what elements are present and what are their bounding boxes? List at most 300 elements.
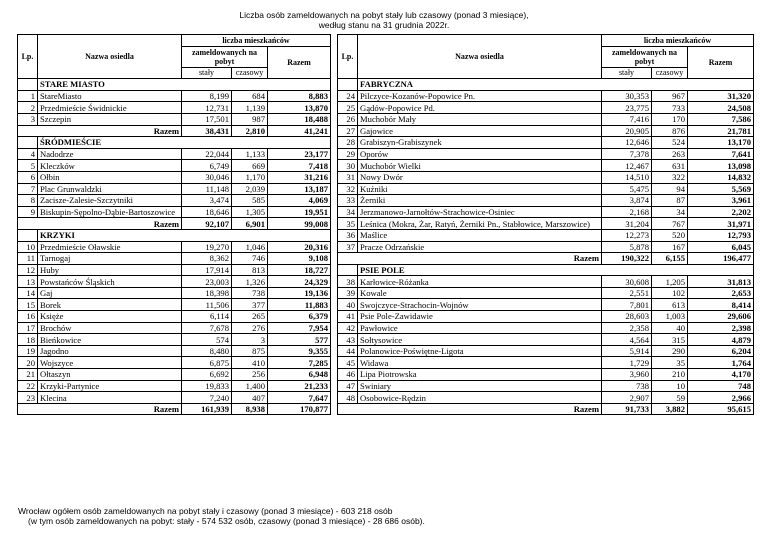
- lp-cell: 43: [338, 334, 358, 346]
- district-name-cell: Kleczków: [38, 160, 182, 172]
- table-row: [338, 345, 754, 357]
- temporary-cell: 684: [232, 90, 268, 102]
- temporary-cell: 170: [652, 113, 688, 125]
- section-header-row: [338, 79, 754, 91]
- lp-cell: [18, 79, 38, 91]
- temporary-cell: 410: [232, 357, 268, 369]
- total-cell: 23,177: [268, 148, 331, 160]
- total-cell: 13,187: [268, 183, 331, 195]
- total-cell: 1,764: [688, 357, 754, 369]
- permanent-cell: 6,749: [182, 160, 232, 172]
- section-label: STARE MIASTO: [38, 79, 331, 91]
- permanent-cell: 4,564: [602, 334, 652, 346]
- district-name-cell: Ołbin: [38, 171, 182, 183]
- section-label: PSIE POLE: [358, 264, 754, 276]
- district-name-cell: Gądów-Popowice Pd.: [358, 102, 602, 114]
- permanent-cell: 12,273: [602, 229, 652, 241]
- total-sum-cell: 95,615: [688, 403, 754, 415]
- district-name-cell: Sołtysowice: [358, 334, 602, 346]
- total-permanent-cell: 92,107: [182, 218, 232, 230]
- table-row: [338, 113, 754, 125]
- total-cell: 31,216: [268, 171, 331, 183]
- table-row: [338, 183, 754, 195]
- lp-cell: 2: [18, 102, 38, 114]
- permanent-cell: 3,960: [602, 369, 652, 381]
- table-row: [338, 380, 754, 392]
- temporary-cell: 263: [652, 148, 688, 160]
- section-header-row: [18, 229, 331, 241]
- district-name-cell: Kowale: [358, 287, 602, 299]
- permanent-cell: 3,474: [182, 195, 232, 207]
- section-header-row: [18, 79, 331, 91]
- district-name-cell: Nadodrze: [38, 148, 182, 160]
- total-row: [338, 403, 754, 415]
- temporary-cell: 875: [232, 345, 268, 357]
- permanent-cell: 2,551: [602, 287, 652, 299]
- district-name-cell: Tarnogaj: [38, 253, 182, 265]
- temporary-cell: 967: [652, 90, 688, 102]
- temporary-header: czasowy: [232, 67, 268, 79]
- total-cell: 24,508: [688, 102, 754, 114]
- district-name-cell: Przedmieście Świdnickie: [38, 102, 182, 114]
- table-row: [338, 195, 754, 207]
- permanent-cell: 7,240: [182, 392, 232, 404]
- total-cell: 31,971: [688, 218, 754, 230]
- table-row: [338, 334, 754, 346]
- total-row: [18, 403, 331, 415]
- total-permanent-cell: 161,939: [182, 403, 232, 415]
- temporary-cell: 524: [652, 137, 688, 149]
- name-header: Nazwa osiedla: [38, 35, 182, 79]
- table-row: [18, 392, 331, 404]
- total-cell: 13,170: [688, 137, 754, 149]
- table-row: [18, 113, 331, 125]
- permanent-cell: 28,603: [602, 311, 652, 323]
- table-row: [18, 148, 331, 160]
- total-cell: 7,954: [268, 322, 331, 334]
- lp-cell: 25: [338, 102, 358, 114]
- temporary-cell: 813: [232, 264, 268, 276]
- table-row: [338, 102, 754, 114]
- total-label: Razem: [18, 403, 182, 415]
- total-permanent-cell: 38,431: [182, 125, 232, 137]
- total-sum-cell: 196,477: [688, 253, 754, 265]
- district-name-cell: Wojszyce: [38, 357, 182, 369]
- temporary-cell: 738: [232, 287, 268, 299]
- total-cell: 13,098: [688, 160, 754, 172]
- total-cell: 3,961: [688, 195, 754, 207]
- temporary-cell: 1,400: [232, 380, 268, 392]
- right-table-header: [338, 35, 754, 79]
- lp-cell: 47: [338, 380, 358, 392]
- total-row: [338, 253, 754, 265]
- lp-cell: 29: [338, 148, 358, 160]
- permanent-cell: 11,506: [182, 299, 232, 311]
- total-cell: 13,870: [268, 102, 331, 114]
- footer-line-1: Wrocław ogółem osób zameldowanych na pobyt stały i czasowy (ponad 3 miesiące) - 603 218 osób: [18, 506, 393, 516]
- total-label: Razem: [18, 218, 182, 230]
- district-name-cell: Maślice: [358, 229, 602, 241]
- lp-cell: 14: [18, 287, 38, 299]
- total-cell: 21,781: [688, 125, 754, 137]
- table-row: [18, 241, 331, 253]
- permanent-cell: 7,801: [602, 299, 652, 311]
- district-name-cell: Pawłowice: [358, 322, 602, 334]
- total-cell: 21,233: [268, 380, 331, 392]
- footer-line-2: (w tym osób zameldowanych na pobyt: stały - 574 532 osób, czasowy (ponad 3 miesiące) - 28 686 osób).: [28, 516, 425, 526]
- total-cell: 31,813: [688, 276, 754, 288]
- district-name-cell: Huby: [38, 264, 182, 276]
- table-row: [338, 276, 754, 288]
- total-cell: 7,418: [268, 160, 331, 172]
- lp-cell: [338, 79, 358, 91]
- total-cell: 8,414: [688, 299, 754, 311]
- district-name-cell: Oporów: [358, 148, 602, 160]
- permanent-cell: 17,501: [182, 113, 232, 125]
- lp-cell: 3: [18, 113, 38, 125]
- lp-cell: [18, 229, 38, 241]
- lp-cell: 48: [338, 392, 358, 404]
- total-cell: 6,948: [268, 369, 331, 381]
- total-cell: 748: [688, 380, 754, 392]
- district-name-cell: Grabiszyn-Grabiszynek: [358, 137, 602, 149]
- lp-header: Lp.: [338, 35, 358, 79]
- total-cell: 4,170: [688, 369, 754, 381]
- district-name-cell: Biskupin-Sępolno-Dąbie-Bartoszowice: [38, 206, 182, 218]
- temporary-cell: 167: [652, 241, 688, 253]
- lp-cell: 4: [18, 148, 38, 160]
- district-name-cell: Plac Grunwaldzki: [38, 183, 182, 195]
- total-cell: 29,606: [688, 311, 754, 323]
- lp-cell: 5: [18, 160, 38, 172]
- name-header: Nazwa osiedla: [358, 35, 602, 79]
- lp-cell: 28: [338, 137, 358, 149]
- district-name-cell: Leśnica (Mokra, Żar, Ratyń, Żerniki Pn., Stabłowice, Marszowice): [358, 218, 602, 230]
- permanent-cell: 23,775: [602, 102, 652, 114]
- permanent-cell: 11,148: [182, 183, 232, 195]
- left-table-header: [18, 35, 331, 79]
- temporary-cell: 265: [232, 311, 268, 323]
- table-row: [18, 160, 331, 172]
- temporary-cell: 256: [232, 369, 268, 381]
- total-cell: 577: [268, 334, 331, 346]
- district-name-cell: Ołtaszyn: [38, 369, 182, 381]
- temporary-cell: 276: [232, 322, 268, 334]
- district-name-cell: Swojczyce-Strachocin-Wojnów: [358, 299, 602, 311]
- permanent-cell: 5,878: [602, 241, 652, 253]
- total-temporary-cell: 2,810: [232, 125, 268, 137]
- temporary-cell: 1,170: [232, 171, 268, 183]
- district-name-cell: Powstańców Śląskich: [38, 276, 182, 288]
- temporary-cell: 34: [652, 206, 688, 218]
- total-cell: 2,966: [688, 392, 754, 404]
- district-name-cell: Kuźniki: [358, 183, 602, 195]
- lp-cell: 13: [18, 276, 38, 288]
- district-name-cell: Karłowice-Różanka: [358, 276, 602, 288]
- permanent-cell: 8,199: [182, 90, 232, 102]
- district-name-cell: Borek: [38, 299, 182, 311]
- lp-cell: 16: [18, 311, 38, 323]
- total-cell: 7,586: [688, 113, 754, 125]
- table-row: [18, 183, 331, 195]
- permanent-cell: 7,678: [182, 322, 232, 334]
- district-name-cell: Bieńkowice: [38, 334, 182, 346]
- district-name-cell: StareMiasto: [38, 90, 182, 102]
- section-label: KRZYKI: [38, 229, 331, 241]
- permanent-cell: 30,353: [602, 90, 652, 102]
- table-row: [18, 334, 331, 346]
- temporary-cell: 669: [232, 160, 268, 172]
- district-name-cell: Pilczyce-Kozanów-Popowice Pn.: [358, 90, 602, 102]
- total-cell: 20,316: [268, 241, 331, 253]
- total-sum-cell: 41,241: [268, 125, 331, 137]
- table-row: [338, 287, 754, 299]
- total-cell: 19,951: [268, 206, 331, 218]
- table-row: [18, 311, 331, 323]
- temporary-cell: 2,039: [232, 183, 268, 195]
- left-table-body: [18, 79, 331, 415]
- temporary-cell: 3: [232, 334, 268, 346]
- district-name-cell: Jerzmanowo-Jarnołtów-Strachowice-Osiniec: [358, 206, 602, 218]
- table-row: [18, 380, 331, 392]
- residents-header: liczba mieszkańców: [182, 35, 331, 47]
- temporary-cell: 1,205: [652, 276, 688, 288]
- lp-cell: 12: [18, 264, 38, 276]
- total-temporary-cell: 6,155: [652, 253, 688, 265]
- total-row: [18, 125, 331, 137]
- lp-cell: 17: [18, 322, 38, 334]
- lp-cell: 30: [338, 160, 358, 172]
- total-header: Razem: [268, 46, 331, 79]
- district-name-cell: Swiniary: [358, 380, 602, 392]
- temporary-cell: 585: [232, 195, 268, 207]
- lp-cell: 32: [338, 183, 358, 195]
- permanent-cell: 19,833: [182, 380, 232, 392]
- temporary-cell: 210: [652, 369, 688, 381]
- permanent-header: stały: [602, 67, 652, 79]
- table-row: [338, 160, 754, 172]
- table-row: [338, 218, 754, 230]
- district-name-cell: Krzyki-Partynice: [38, 380, 182, 392]
- registered-header: zameldowanych na pobyt: [182, 46, 268, 67]
- lp-cell: 1: [18, 90, 38, 102]
- temporary-cell: 987: [232, 113, 268, 125]
- permanent-cell: 1,729: [602, 357, 652, 369]
- lp-cell: 20: [18, 357, 38, 369]
- district-name-cell: Brochów: [38, 322, 182, 334]
- lp-cell: 23: [18, 392, 38, 404]
- lp-cell: 19: [18, 345, 38, 357]
- table-row: [18, 322, 331, 334]
- temporary-cell: 290: [652, 345, 688, 357]
- temporary-cell: 35: [652, 357, 688, 369]
- temporary-cell: 1,046: [232, 241, 268, 253]
- total-label: Razem: [18, 125, 182, 137]
- permanent-cell: 574: [182, 334, 232, 346]
- total-cell: 12,793: [688, 229, 754, 241]
- total-cell: 19,136: [268, 287, 331, 299]
- total-cell: 8,883: [268, 90, 331, 102]
- permanent-cell: 20,905: [602, 125, 652, 137]
- right-table-body: [338, 79, 754, 415]
- total-cell: 6,379: [268, 311, 331, 323]
- district-name-cell: Przedmieście Oławskie: [38, 241, 182, 253]
- permanent-cell: 23,003: [182, 276, 232, 288]
- table-row: [338, 392, 754, 404]
- total-cell: 5,569: [688, 183, 754, 195]
- temporary-cell: 322: [652, 171, 688, 183]
- district-name-cell: Widawa: [358, 357, 602, 369]
- district-name-cell: Gaj: [38, 287, 182, 299]
- right-table: [337, 34, 754, 415]
- permanent-cell: 19,270: [182, 241, 232, 253]
- table-row: [338, 357, 754, 369]
- total-sum-cell: 170,877: [268, 403, 331, 415]
- total-temporary-cell: 6,901: [232, 218, 268, 230]
- lp-cell: 26: [338, 113, 358, 125]
- permanent-cell: 7,416: [602, 113, 652, 125]
- permanent-cell: 3,874: [602, 195, 652, 207]
- section-label: FABRYCZNA: [358, 79, 754, 91]
- lp-cell: 18: [18, 334, 38, 346]
- section-header-row: [338, 264, 754, 276]
- district-name-cell: Jagodno: [38, 345, 182, 357]
- total-permanent-cell: 91,733: [602, 403, 652, 415]
- section-label: ŚRÓDMIEŚCIE: [38, 137, 331, 149]
- left-table: [17, 34, 331, 415]
- title-line-2: według stanu na 31 grudnia 2022r.: [318, 20, 450, 30]
- table-row: [18, 195, 331, 207]
- temporary-cell: 407: [232, 392, 268, 404]
- total-cell: 24,329: [268, 276, 331, 288]
- district-name-cell: Polanowice-Poświętne-Ligota: [358, 345, 602, 357]
- temporary-cell: 631: [652, 160, 688, 172]
- lp-cell: 33: [338, 195, 358, 207]
- table-row: [18, 369, 331, 381]
- total-cell: 7,647: [268, 392, 331, 404]
- total-permanent-cell: 190,322: [602, 253, 652, 265]
- permanent-cell: 14,510: [602, 171, 652, 183]
- total-temporary-cell: 8,938: [232, 403, 268, 415]
- total-label: Razem: [338, 403, 602, 415]
- table-row: [338, 137, 754, 149]
- section-header-row: [18, 137, 331, 149]
- table-row: [338, 206, 754, 218]
- permanent-cell: 18,398: [182, 287, 232, 299]
- table-row: [18, 253, 331, 265]
- district-name-cell: Gajowice: [358, 125, 602, 137]
- lp-cell: 36: [338, 229, 358, 241]
- temporary-cell: 102: [652, 287, 688, 299]
- temporary-cell: 733: [652, 102, 688, 114]
- table-row: [338, 311, 754, 323]
- lp-cell: 40: [338, 299, 358, 311]
- temporary-cell: 1,003: [652, 311, 688, 323]
- lp-cell: 24: [338, 90, 358, 102]
- temporary-cell: 94: [652, 183, 688, 195]
- lp-cell: 41: [338, 311, 358, 323]
- total-cell: 7,641: [688, 148, 754, 160]
- lp-cell: 8: [18, 195, 38, 207]
- table-row: [18, 276, 331, 288]
- temporary-cell: 1,139: [232, 102, 268, 114]
- residents-header: liczba mieszkańców: [602, 35, 754, 47]
- total-cell: 4,069: [268, 195, 331, 207]
- temporary-cell: 613: [652, 299, 688, 311]
- total-cell: 18,727: [268, 264, 331, 276]
- total-cell: 9,108: [268, 253, 331, 265]
- district-name-cell: Księże: [38, 311, 182, 323]
- total-sum-cell: 99,008: [268, 218, 331, 230]
- permanent-cell: 12,731: [182, 102, 232, 114]
- table-row: [18, 102, 331, 114]
- table-row: [338, 148, 754, 160]
- table-row: [18, 264, 331, 276]
- total-cell: 2,202: [688, 206, 754, 218]
- table-row: [338, 125, 754, 137]
- table-row: [18, 287, 331, 299]
- permanent-cell: 17,914: [182, 264, 232, 276]
- permanent-cell: 18,646: [182, 206, 232, 218]
- table-row: [338, 322, 754, 334]
- lp-cell: 46: [338, 369, 358, 381]
- footer-note: [18, 506, 425, 526]
- lp-cell: 22: [18, 380, 38, 392]
- total-temporary-cell: 3,882: [652, 403, 688, 415]
- lp-cell: 15: [18, 299, 38, 311]
- table-row: [18, 171, 331, 183]
- temporary-cell: 377: [232, 299, 268, 311]
- district-name-cell: Klecina: [38, 392, 182, 404]
- total-header: Razem: [688, 46, 754, 79]
- district-name-cell: Zacisze-Zalesie-Szczytniki: [38, 195, 182, 207]
- total-cell: 11,883: [268, 299, 331, 311]
- table-row: [338, 229, 754, 241]
- lp-header: Lp.: [18, 35, 38, 79]
- permanent-cell: 2,358: [602, 322, 652, 334]
- district-name-cell: Muchobór Mały: [358, 113, 602, 125]
- total-cell: 6,045: [688, 241, 754, 253]
- title-line-1: Liczba osób zameldowanych na pobyt stały lub czasowy (ponad 3 miesiące),: [239, 10, 529, 20]
- permanent-cell: 2,907: [602, 392, 652, 404]
- lp-cell: 38: [338, 276, 358, 288]
- total-cell: 31,320: [688, 90, 754, 102]
- lp-cell: [18, 137, 38, 149]
- permanent-cell: 30,608: [602, 276, 652, 288]
- table-row: [18, 357, 331, 369]
- district-name-cell: Osobowice-Rędzin: [358, 392, 602, 404]
- table-row: [18, 299, 331, 311]
- table-row: [338, 171, 754, 183]
- lp-cell: 35: [338, 218, 358, 230]
- lp-cell: 42: [338, 322, 358, 334]
- permanent-cell: 738: [602, 380, 652, 392]
- lp-cell: 37: [338, 241, 358, 253]
- permanent-cell: 8,480: [182, 345, 232, 357]
- temporary-cell: 1,133: [232, 148, 268, 160]
- lp-cell: 27: [338, 125, 358, 137]
- total-cell: 2,398: [688, 322, 754, 334]
- lp-cell: 9: [18, 206, 38, 218]
- temporary-cell: 40: [652, 322, 688, 334]
- lp-cell: [338, 264, 358, 276]
- district-name-cell: Muchobór Wielki: [358, 160, 602, 172]
- total-cell: 7,285: [268, 357, 331, 369]
- temporary-header: czasowy: [652, 67, 688, 79]
- lp-cell: 44: [338, 345, 358, 357]
- district-name-cell: Szczepin: [38, 113, 182, 125]
- total-cell: 14,832: [688, 171, 754, 183]
